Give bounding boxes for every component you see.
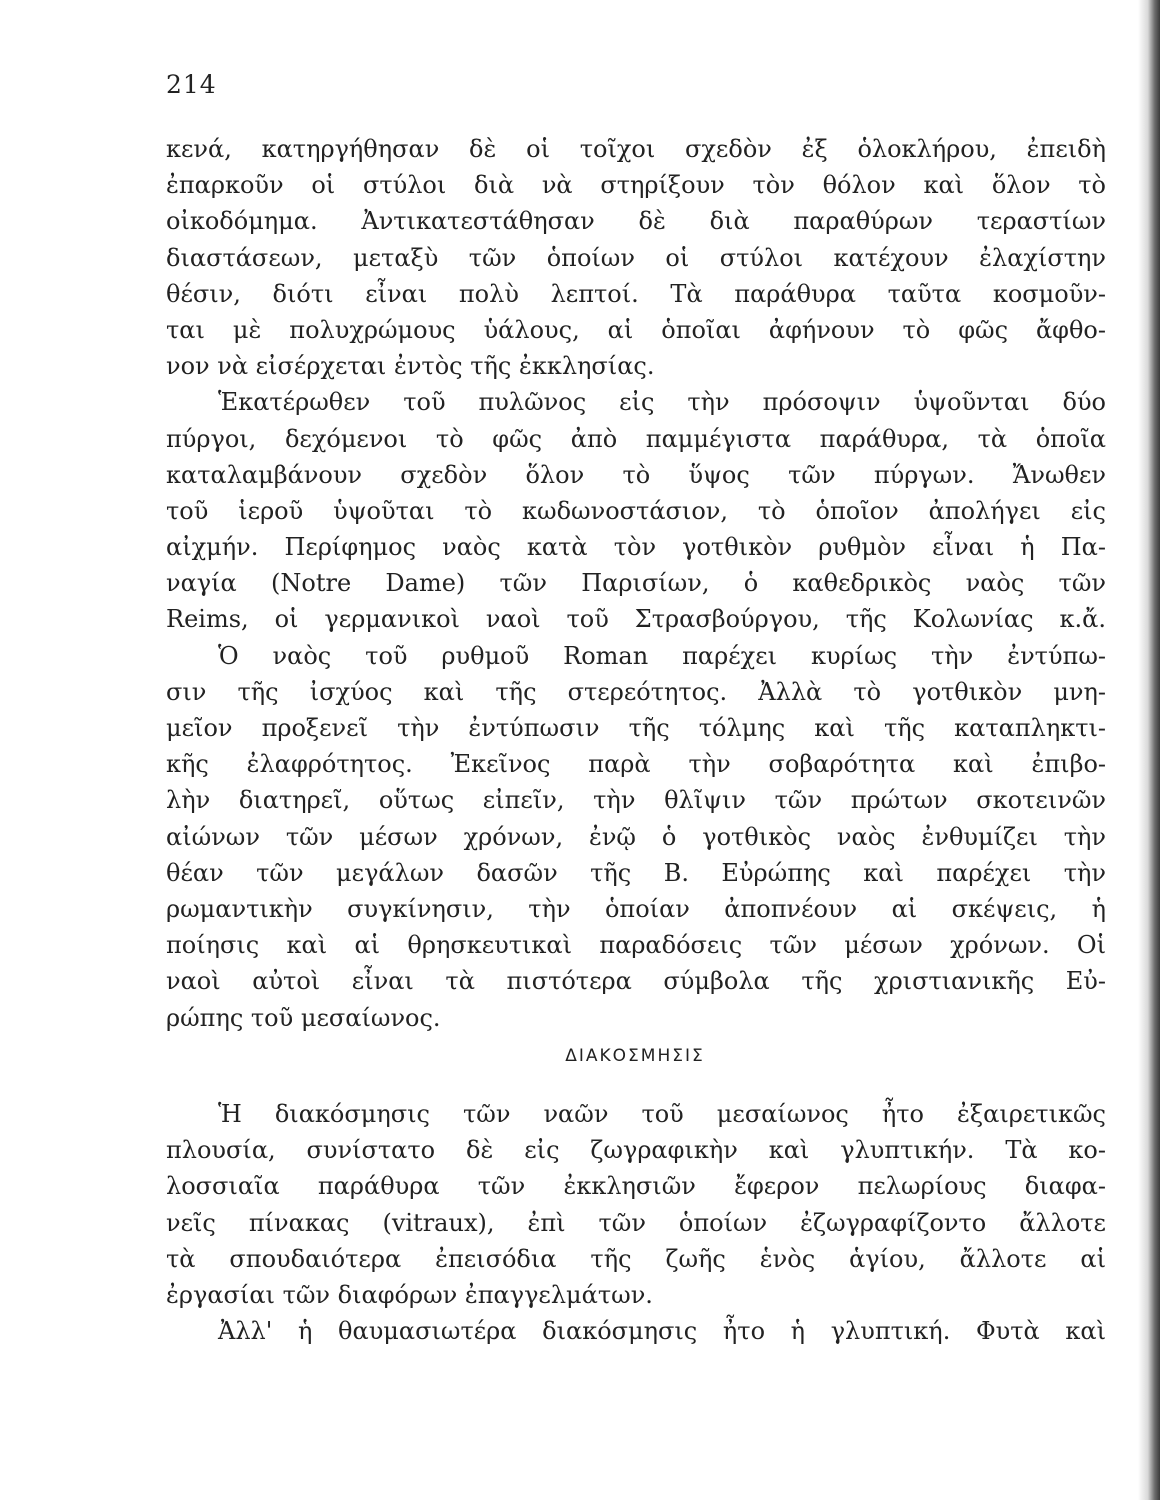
text-line: λοσσιαῖα παράθυρα τῶν ἐκκλησιῶν ἔφερον πελωρίους διαφα-: [166, 1172, 1106, 1201]
text-line: Reims, οἱ γερμανικοὶ ναοὶ τοῦ Στρασβούργου, τῆς Κολωνίας κ.ἄ.: [166, 605, 1106, 634]
section-heading: ΔΙΑΚΟΣΜΗΣΙΣ: [565, 1046, 705, 1066]
text-line: τὰ σπουδαιότερα ἐπεισόδια τῆς ζωῆς ἑνὸς ἁγίου, ἄλλοτε αἱ: [166, 1244, 1106, 1273]
text-line: Ἡ διακόσμησις τῶν ναῶν τοῦ μεσαίωνος ἦτο ἐξαιρετικῶς: [218, 1100, 1106, 1128]
text-line: ναγία (Notre Dame) τῶν Παρισίων, ὁ καθεδρικὸς ναὸς τῶν: [166, 569, 1106, 598]
text-line: καταλαμβάνουν σχεδὸν ὅλον τὸ ὕψος τῶν πύργων. Ἄνωθεν: [166, 460, 1106, 489]
page-spine-shadow: [1138, 0, 1160, 1500]
text-line: αἰώνων τῶν μέσων χρόνων, ἐνῷ ὁ γοτθικὸς ναὸς ἐνθυμίζει τὴν: [166, 822, 1106, 851]
text-line: τοῦ ἱεροῦ ὑψοῦται τὸ κωδωνοστάσιον, τὸ ὁποῖον ἀπολήγει εἰς: [166, 496, 1106, 525]
text-line: νεῖς πίνακας (vitraux), ἐπὶ τῶν ὁποίων ἐζωγραφίζοντο ἄλλοτε: [166, 1208, 1106, 1237]
text-line: ρωμαντικὴν συγκίνησιν, τὴν ὁποίαν ἀποπνέουν αἱ σκέψεις, ἡ: [166, 894, 1106, 923]
text-line: νον νὰ εἰσέρχεται ἐντὸς τῆς ἐκκλησίας.: [166, 352, 655, 381]
text-line: ρώπης τοῦ μεσαίωνος.: [166, 1003, 441, 1032]
text-line: Ἑκατέρωθεν τοῦ πυλῶνος εἰς τὴν πρόσοψιν ὑψοῦνται δύο: [218, 388, 1106, 417]
text-line: θέαν τῶν μεγάλων δασῶν τῆς Β. Εὐρώπης καὶ παρέχει τὴν: [166, 858, 1106, 887]
text-line: ται μὲ πολυχρώμους ὑάλους, αἱ ὁποῖαι ἀφήνουν τὸ φῶς ἄφθο-: [166, 315, 1106, 344]
text-line: σιν τῆς ἰσχύος καὶ τῆς στερεότητος. Ἀλλὰ τὸ γοτθικὸν μνη-: [166, 677, 1106, 706]
text-line: Ὁ ναὸς τοῦ ρυθμοῦ Roman παρέχει κυρίως τὴν ἐντύπω-: [218, 641, 1106, 670]
text-line: διαστάσεων, μεταξὺ τῶν ὁποίων οἱ στύλοι κατέχουν ἐλαχίστην: [166, 243, 1106, 272]
text-line: πλουσία, συνίστατο δὲ εἰς ζωγραφικὴν καὶ γλυπτικήν. Τὰ κο-: [166, 1136, 1106, 1165]
text-line: μεῖον προξενεῖ τὴν ἐντύπωσιν τῆς τόλμης καὶ τῆς καταπληκτι-: [166, 714, 1106, 742]
text-line: κῆς ἐλαφρότητος. Ἐκεῖνος παρὰ τὴν σοβαρότητα καὶ ἐπιβο-: [166, 750, 1106, 779]
body-text: [166, 131, 1106, 1036]
page-number: 214: [166, 70, 217, 99]
text-line: ποίησις καὶ αἱ θρησκευτικαὶ παραδόσεις τῶν μέσων χρόνων. Οἱ: [166, 931, 1106, 960]
text-line: ναοὶ αὐτοὶ εἶναι τὰ πιστότερα σύμβολα τῆς χριστιανικῆς Εὐ-: [166, 967, 1106, 996]
section-text: [166, 1096, 1106, 1349]
text-line: οἰκοδόμημα. Ἀντικατεστάθησαν δὲ διὰ παραθύρων τεραστίων: [166, 207, 1106, 236]
text-line: Ἀλλ' ἡ θαυμασιωτέρα διακόσμησις ἦτο ἡ γλυπτική. Φυτὰ καὶ: [218, 1317, 1106, 1346]
text-line: κενά, κατηργήθησαν δὲ οἱ τοῖχοι σχεδὸν ἐξ ὁλοκλήρου, ἐπειδὴ: [166, 135, 1106, 163]
text-line: λὴν διατηρεῖ, οὕτως εἰπεῖν, τὴν θλῖψιν τῶν πρώτων σκοτεινῶν: [166, 786, 1106, 815]
text-line: αἰχμήν. Περίφημος ναὸς κατὰ τὸν γοτθικὸν ρυθμὸν εἶναι ἡ Πα-: [166, 533, 1106, 562]
text-line: θέσιν, διότι εἶναι πολὺ λεπτοί. Τὰ παράθυρα ταῦτα κοσμοῦν-: [166, 279, 1106, 308]
text-line: ἐπαρκοῦν οἱ στύλοι διὰ νὰ στηρίξουν τὸν θόλον καὶ ὅλον τὸ: [166, 171, 1106, 200]
text-line: πύργοι, δεχόμενοι τὸ φῶς ἀπὸ παμμέγιστα παράθυρα, τὰ ὁποῖα: [166, 424, 1106, 453]
text-line: ἐργασίαι τῶν διαφόρων ἐπαγγελμάτων.: [166, 1280, 653, 1309]
